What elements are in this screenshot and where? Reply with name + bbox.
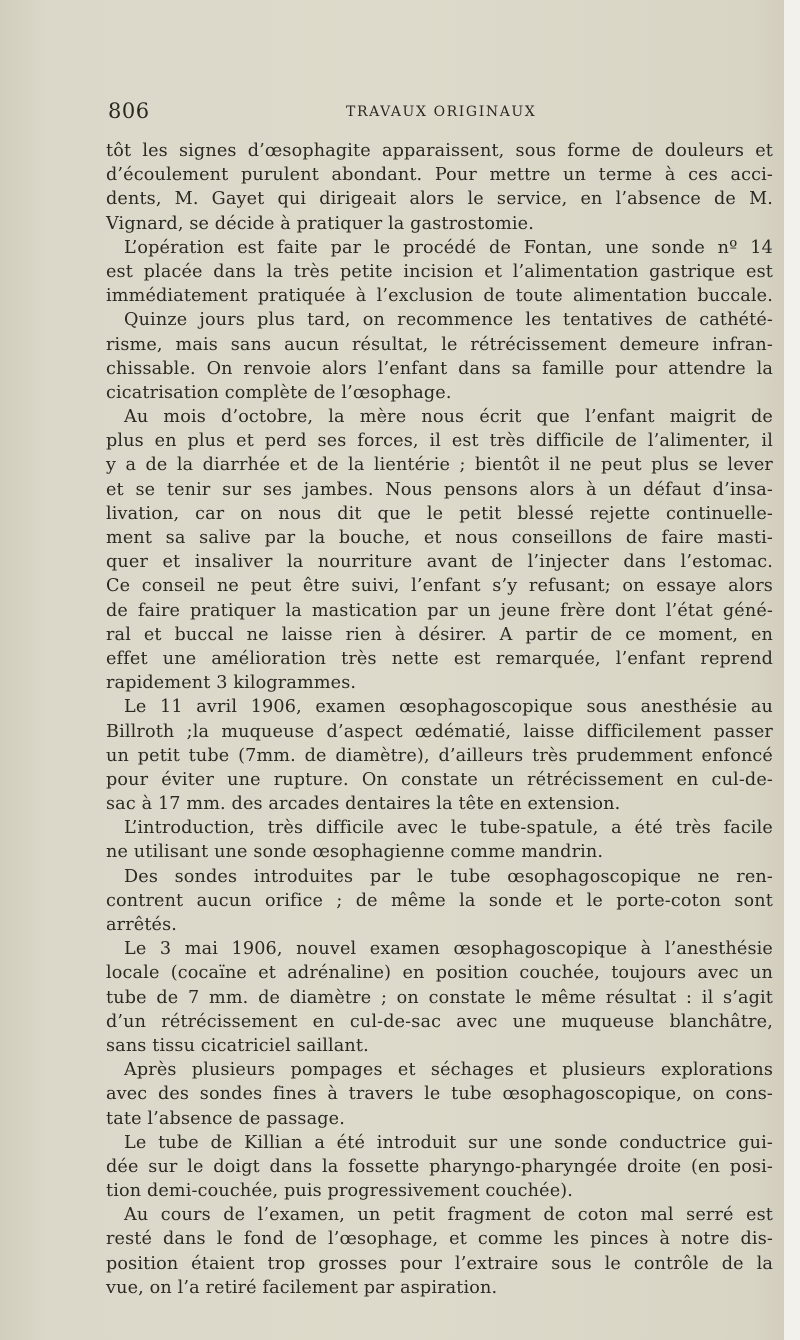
text-line: tate l’absence de passage. [106, 1108, 345, 1129]
text-line: resté dans le fond de l’œsophage, et comme les pinces à notre dis- [106, 1229, 773, 1250]
text-line: ral et buccal ne laisse rien à désirer. A partir de ce moment, en [106, 624, 773, 645]
text-line: ne utilisant une sonde œsophagienne comme mandrin. [106, 842, 604, 863]
text-line: Le 3 mai 1906, nouvel examen œsophagoscopique à l’anesthésie [124, 939, 773, 960]
text-line: tion demi-couchée, puis progressivement couchée). [106, 1181, 574, 1202]
text-line: tôt les signes d’œsophagite apparaissent, sous forme de douleurs et [106, 141, 773, 161]
text-line: d’un rétrécissement en cul-de-sac avec une muqueuse blanchâtre, [106, 1011, 773, 1032]
text-line: sac à 17 mm. des arcades dentaires la tête en extension. [106, 794, 621, 815]
page-number: 806 [108, 99, 150, 123]
text-line: dée sur le doigt dans la fossette pharyngo-pharyngée droite (en posi- [106, 1156, 773, 1177]
text-line: d’écoulement purulent abondant. Pour mettre un terme à ces acci- [106, 165, 773, 186]
text-line: locale (cocaïne et adrénaline) en position couchée, toujours avec un [106, 963, 773, 984]
text-line: Billroth ;la muqueuse d’aspect œdématié, laisse difficilement passer [106, 721, 773, 742]
text-line: tube de 7 mm. de diamètre ; on constate le même résultat : il s’agit [106, 987, 773, 1008]
text-line: Quinze jours plus tard, on recommence les tentatives de cathété- [124, 310, 773, 331]
text-line: avec des sondes fines à travers le tube œsophagoscopique, on cons- [106, 1084, 773, 1105]
text-line: arrêtés. [106, 915, 178, 935]
text-line: y a de la diarrhée et de la lientérie ; bientôt il ne peut plus se lever [106, 455, 773, 476]
text-line: Vignard, se décide à pratiquer la gastrostomie. [106, 213, 534, 234]
text-line: et se tenir sur ses jambes. Nous pensons alors à un défaut d’insa- [106, 479, 773, 500]
text-line: livation, car on nous dit que le petit blessé rejette continuelle- [106, 503, 773, 524]
text-line: pour éviter une rupture. On constate un rétrécissement en cul-de- [106, 769, 773, 790]
text-line: chissable. On renvoie alors l’enfant dans sa famille pour attendre la [106, 358, 773, 379]
body-text [106, 139, 773, 1300]
text-line: effet une amélioration très nette est remarquée, l’enfant reprend [106, 648, 773, 669]
text-line: Ce conseil ne peut être suivi, l’enfant s’y refusant; on essaye alors [106, 576, 773, 597]
text-line: dents, M. Gayet qui dirigeait alors le service, en l’absence de M. [106, 189, 773, 210]
text-line: position étaient trop grosses pour l’extraire sous le contrôle de la [106, 1253, 773, 1274]
text-line: de faire pratiquer la mastication par un jeune frère dont l’état géné- [106, 600, 773, 621]
text-line: immédiatement pratiquée à l’exclusion de toute alimentation buccale. [106, 286, 773, 307]
text-line: Au mois d’octobre, la mère nous écrit que l’enfant maigrit de [124, 407, 773, 428]
text-line: plus en plus et perd ses forces, il est très difficile de l’alimenter, il [106, 431, 773, 452]
text-line: rapidement 3 kilogrammes. [106, 673, 357, 694]
text-line: contrent aucun orifice ; de même la sonde et le porte-coton sont [106, 890, 773, 911]
text-line: cicatrisation complète de l’œsophage. [106, 382, 452, 403]
text-line: vue, on l’a retiré facilement par aspiration. [106, 1277, 498, 1298]
text-line: risme, mais sans aucun résultat, le rétrécissement demeure infran- [106, 334, 773, 355]
text-line: est placée dans la très petite incision et l’alimentation gastrique est [106, 261, 773, 282]
text-line: L’opération est faite par le procédé de Fontan, une sonde nº 14 [124, 237, 773, 258]
text-line: sans tissu cicatriciel saillant. [106, 1035, 369, 1056]
text-line: Au cours de l’examen, un petit fragment de coton mal serré est [124, 1205, 773, 1226]
running-title: TRAVAUX ORIGINAUX [346, 104, 537, 120]
text-line: Le tube de Killian a été introduit sur une sonde conductrice gui- [124, 1132, 773, 1153]
page-header [108, 99, 773, 125]
text-line: ment sa salive par la bouche, et nous conseillons de faire masti- [106, 528, 773, 548]
text-line: L’introduction, très difficile avec le tube-spatule, a été très facile [124, 818, 773, 839]
text-line: Après plusieurs pompages et séchages et plusieurs explorations [124, 1060, 773, 1081]
text-line: Le 11 avril 1906, examen œsophagoscopique sous anesthésie au [124, 697, 773, 718]
text-line: Des sondes introduites par le tube œsophagoscopique ne ren- [124, 866, 773, 887]
text-line: un petit tube (7mm. de diamètre), d’ailleurs très prudemment enfoncé [106, 745, 773, 766]
page-edge [784, 0, 800, 1340]
text-line: quer et insaliver la nourriture avant de l’injecter dans l’estomac. [106, 552, 773, 573]
